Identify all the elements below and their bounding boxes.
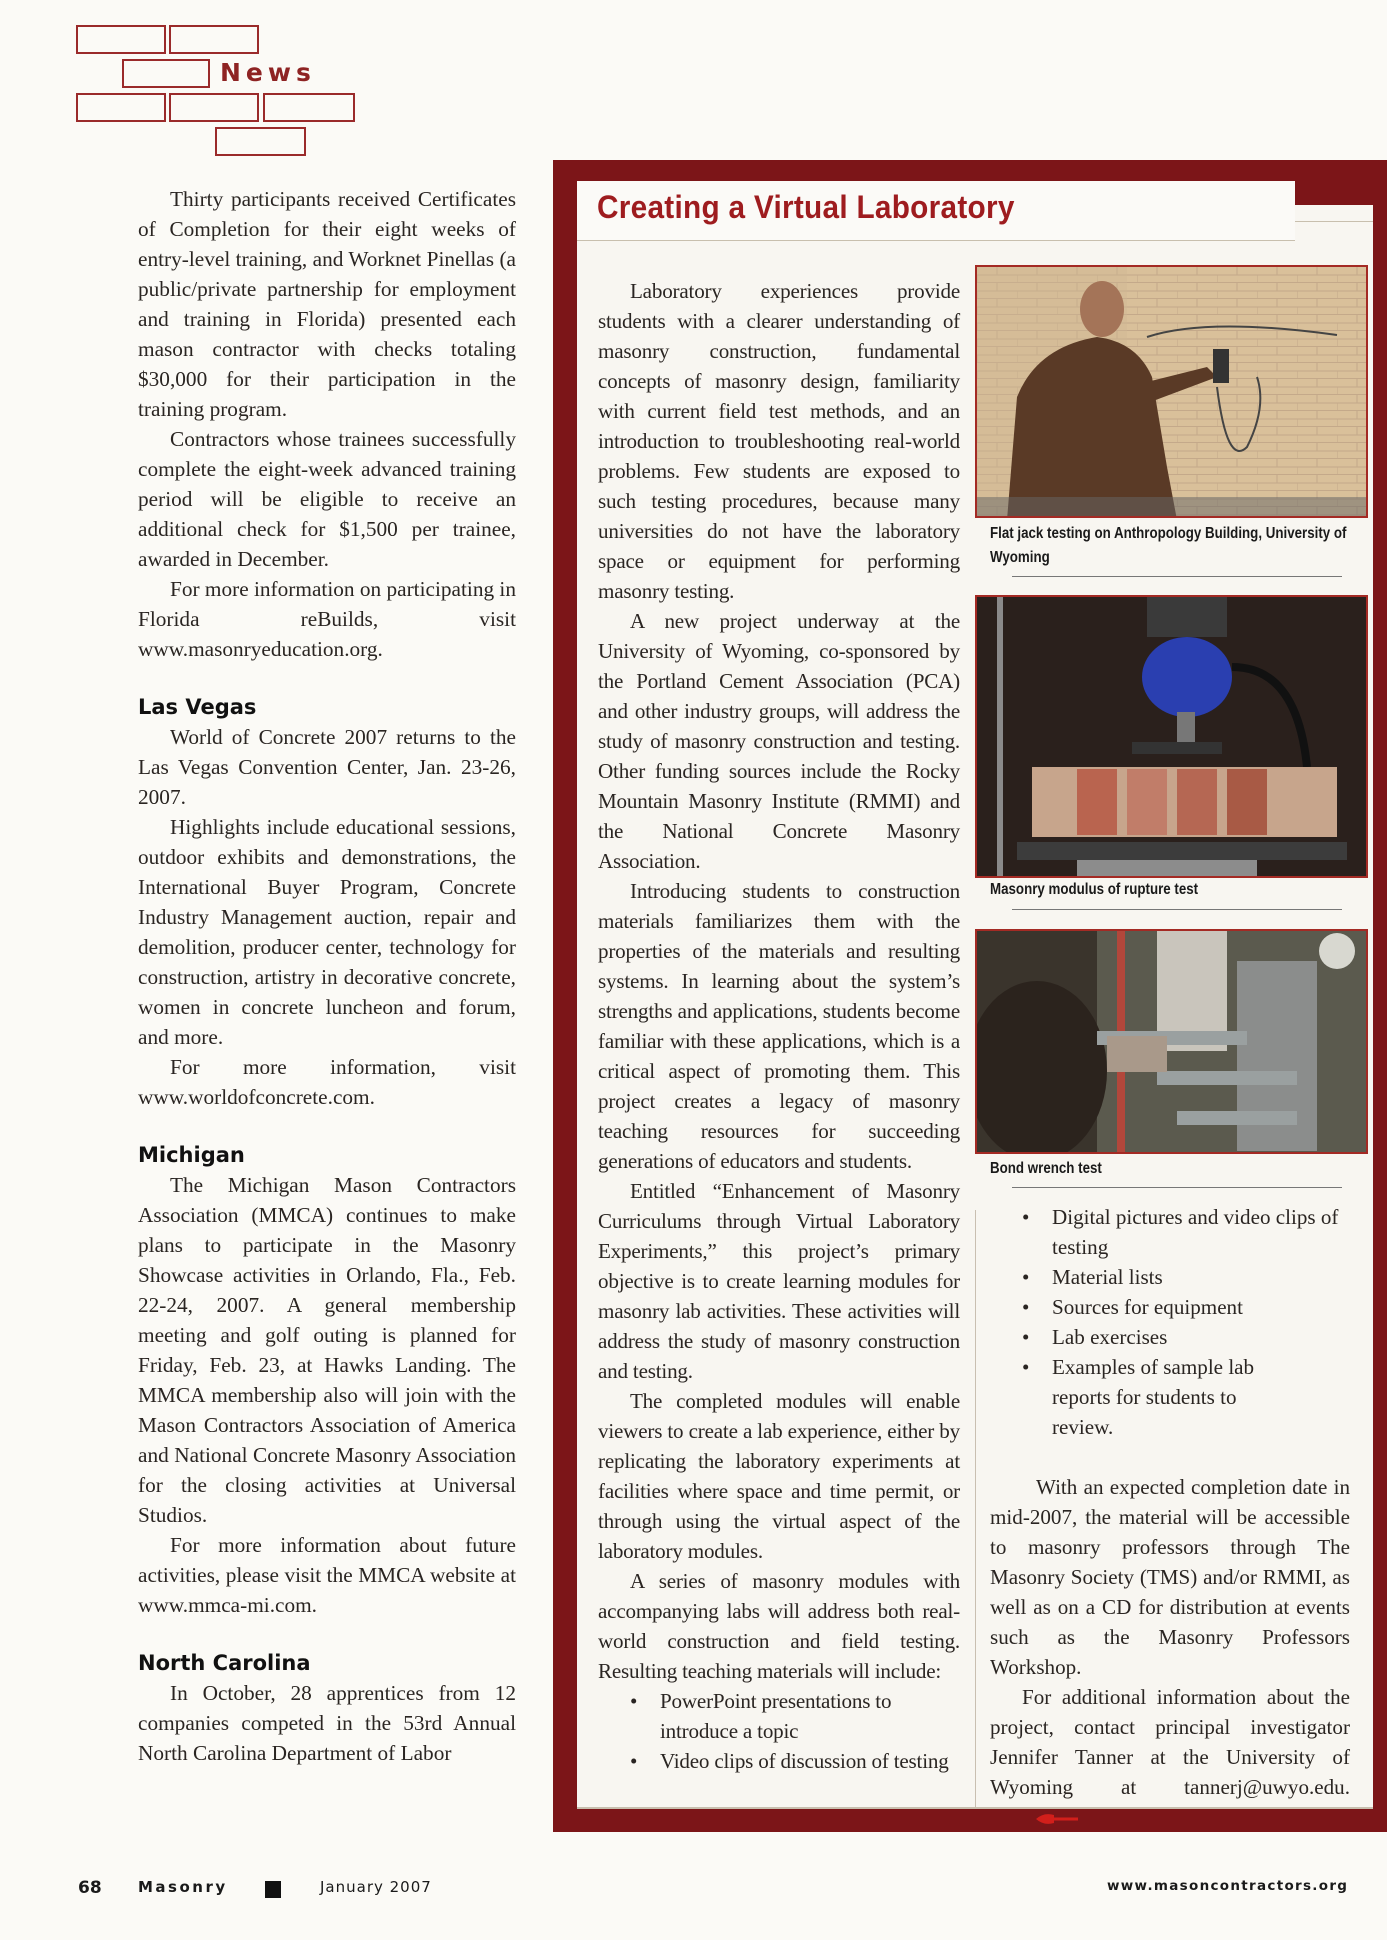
bullet-icon: • bbox=[1022, 1205, 1030, 1229]
footer-website[interactable]: www.masoncontractors.org bbox=[1107, 1878, 1349, 1894]
photo-caption: Masonry modulus of rupture test bbox=[990, 881, 1199, 898]
body-paragraph: Contractors whose trainees successfully complete the eight-week advanced training period will be eligible to receive an additional check for $1,500 per trainee, awarded in December. bbox=[138, 427, 516, 571]
caption-rule bbox=[1012, 909, 1342, 910]
body-paragraph: Introducing students to construction materials familiarizes them with the properties of the materials and resulting systems. In learning about the system’s strengths and applications, students become familiar with these applications, which is a critical aspect of promoting them. This project creates a legacy of masonry teaching resources for succeeding generations of educators and students. bbox=[598, 879, 960, 1173]
body-paragraph: For more information, visit www.worldofconcrete.com. bbox=[138, 1055, 516, 1109]
list-item bbox=[990, 1262, 1350, 1292]
list-item-text: Video clips of discussion of testing bbox=[660, 1749, 949, 1773]
body-paragraph: In October, 28 apprentices from 12 companies competed in the 53rd Annual North Carolina Department of Labor bbox=[138, 1681, 516, 1765]
logo-brick bbox=[215, 127, 306, 156]
sidebar-right-column bbox=[990, 1202, 1350, 1834]
list-item-text: Sources for equipment bbox=[1052, 1295, 1243, 1319]
bullet-icon: • bbox=[1022, 1295, 1030, 1319]
photo-modulus-of-rupture-test bbox=[975, 595, 1368, 878]
sidebar-title: Creating a Virtual Laboratory bbox=[597, 189, 1015, 225]
body-paragraph: The Michigan Mason Contractors Association (MMCA) continues to make plans to participate in the Masonry Showcase activities in Orlando, Fla., Feb. 22-24, 2007. A general membership meeting and golf outing is planned for Friday, Feb. 23, at Hawks Landing. The MMCA membership also will join with the Mason Contractors Association of America and National Concrete Masonry Association for the closing activities at Universal Studios. bbox=[138, 1173, 516, 1527]
list-item-text: Digital pictures and video clips of testing bbox=[1052, 1205, 1339, 1259]
logo-brick bbox=[76, 25, 166, 54]
contact-text: For additional information about the project, contact principal investigator Jennifer Tanner at the University of Wyoming at tannerj@uwyo.edu. bbox=[990, 1685, 1350, 1799]
issue-date: January 2007 bbox=[320, 1878, 432, 1896]
logo-brick bbox=[263, 93, 355, 122]
logo-brick bbox=[122, 59, 210, 88]
body-paragraph: A series of masonry modules with accompanying labs will address both real-world construction and field testing. Resulting teaching materials will include: bbox=[598, 1569, 960, 1683]
bullet-icon: • bbox=[1022, 1355, 1030, 1379]
sidebar-bottom-rule bbox=[577, 1807, 1373, 1809]
bullet-icon: • bbox=[630, 1749, 638, 1773]
body-paragraph: For more information about future activities, please visit the MMCA website at www.mmca-mi.com. bbox=[138, 1533, 516, 1617]
caption-rule bbox=[1012, 576, 1342, 577]
list-item bbox=[990, 1292, 1350, 1322]
photo-bond-wrench-icon bbox=[977, 931, 1368, 1154]
sidebar-title-band bbox=[577, 181, 1295, 241]
materials-list-continued bbox=[990, 1202, 1350, 1442]
bullet-icon: • bbox=[1022, 1325, 1030, 1349]
section-heading: Las Vegas bbox=[138, 695, 257, 719]
footer-square-icon bbox=[265, 1881, 281, 1898]
logo-brick bbox=[169, 93, 259, 122]
list-item-text: PowerPoint presentations to introduce a topic bbox=[660, 1689, 892, 1743]
list-item bbox=[598, 1686, 960, 1746]
list-item-text: Lab exercises bbox=[1052, 1325, 1168, 1349]
body-paragraph: Laboratory experiences provide students with a clearer understanding of masonry construction, fundamental concepts of masonry design, familiarity with current field test methods, and an introduction to troubleshooting real-world problems. Few students are exposed to such testing procedures, because many universities do not have the laboratory space or equipment for performing masonry testing. bbox=[598, 279, 960, 603]
photo-bond-wrench-test bbox=[975, 929, 1368, 1154]
column-divider bbox=[975, 1210, 976, 1807]
page-number: 68 bbox=[78, 1878, 102, 1898]
photo-flat-jack-testing bbox=[975, 265, 1368, 518]
materials-list bbox=[598, 1686, 960, 1776]
list-item bbox=[990, 1322, 1350, 1352]
body-paragraph: A new project underway at the University of Wyoming, co-sponsored by the Portland Cement Association (PCA) and other industry groups, will address the study of masonry construction and testing. Other funding sources include the Rocky Mountain Masonry Institute (RMMI) and the National Concrete Masonry Association. bbox=[598, 609, 960, 873]
body-paragraph: Entitled “Enhancement of Masonry Curriculums through Virtual Laboratory Experiments,” this project’s primary objective is to create learning modules for masonry lab activities. These activities will address the study of masonry construction and testing. bbox=[598, 1179, 960, 1383]
list-item-text: Examples of sample lab reports for students to review. bbox=[1052, 1355, 1255, 1439]
section-heading: North Carolina bbox=[138, 1651, 311, 1675]
caption-rule bbox=[1012, 1187, 1342, 1188]
list-item bbox=[990, 1352, 1350, 1442]
logo-brick bbox=[169, 25, 259, 54]
sidebar-middle-column bbox=[598, 276, 960, 1776]
left-news-column bbox=[138, 184, 516, 1768]
photo-rupture-icon bbox=[977, 597, 1368, 878]
list-item bbox=[990, 1202, 1350, 1262]
body-paragraph: The completed modules will enable viewers to create a lab experience, either by replicating the laboratory experiments at facilities where space and time permit, or through using the virtual aspect of the laboratory modules. bbox=[598, 1389, 960, 1563]
bullet-icon: • bbox=[630, 1689, 638, 1713]
body-paragraph: With an expected completion date in mid-2007, the material will be accessible to masonry professors through The Masonry Society (TMS) and/or RMMI, as well as on a CD for distribution at events such as the Masonry Professors Workshop. bbox=[990, 1475, 1350, 1679]
magazine-name: Masonry bbox=[138, 1878, 228, 1896]
title-rule bbox=[1295, 221, 1373, 222]
body-paragraph bbox=[990, 1682, 1350, 1834]
list-item bbox=[598, 1746, 960, 1776]
section-label: News bbox=[220, 58, 316, 87]
photo-flat-jack-icon bbox=[977, 267, 1368, 518]
body-paragraph: For more information on participating in Florida reBuilds, visit www.masonryeducation.org. bbox=[138, 577, 517, 661]
body-paragraph: Thirty participants received Certificates of Completion for their eight weeks of entry-level training, and Worknet Pinellas (a public/private partnership for employment and training in Florida) presented each mason contractor with checks totaling $30,000 for their participation in the training program. bbox=[138, 187, 516, 421]
body-paragraph: World of Concrete 2007 returns to the Las Vegas Convention Center, Jan. 23-26, 2007. bbox=[138, 725, 516, 809]
body-paragraph: Highlights include educational sessions, outdoor exhibits and demonstrations, the International Buyer Program, Concrete Industry Management auction, repair and demolition, producer center, technology for construction, artistry in decorative concrete, women in concrete luncheon and forum, and more. bbox=[138, 815, 516, 1049]
section-heading: Michigan bbox=[138, 1143, 245, 1167]
photo-caption: Flat jack testing on Anthropology Building, University of Wyoming bbox=[990, 525, 1347, 566]
bullet-icon: • bbox=[1022, 1265, 1030, 1289]
logo-brick bbox=[76, 93, 166, 122]
list-item-text: Material lists bbox=[1052, 1265, 1163, 1289]
photo-caption: Bond wrench test bbox=[990, 1160, 1102, 1177]
